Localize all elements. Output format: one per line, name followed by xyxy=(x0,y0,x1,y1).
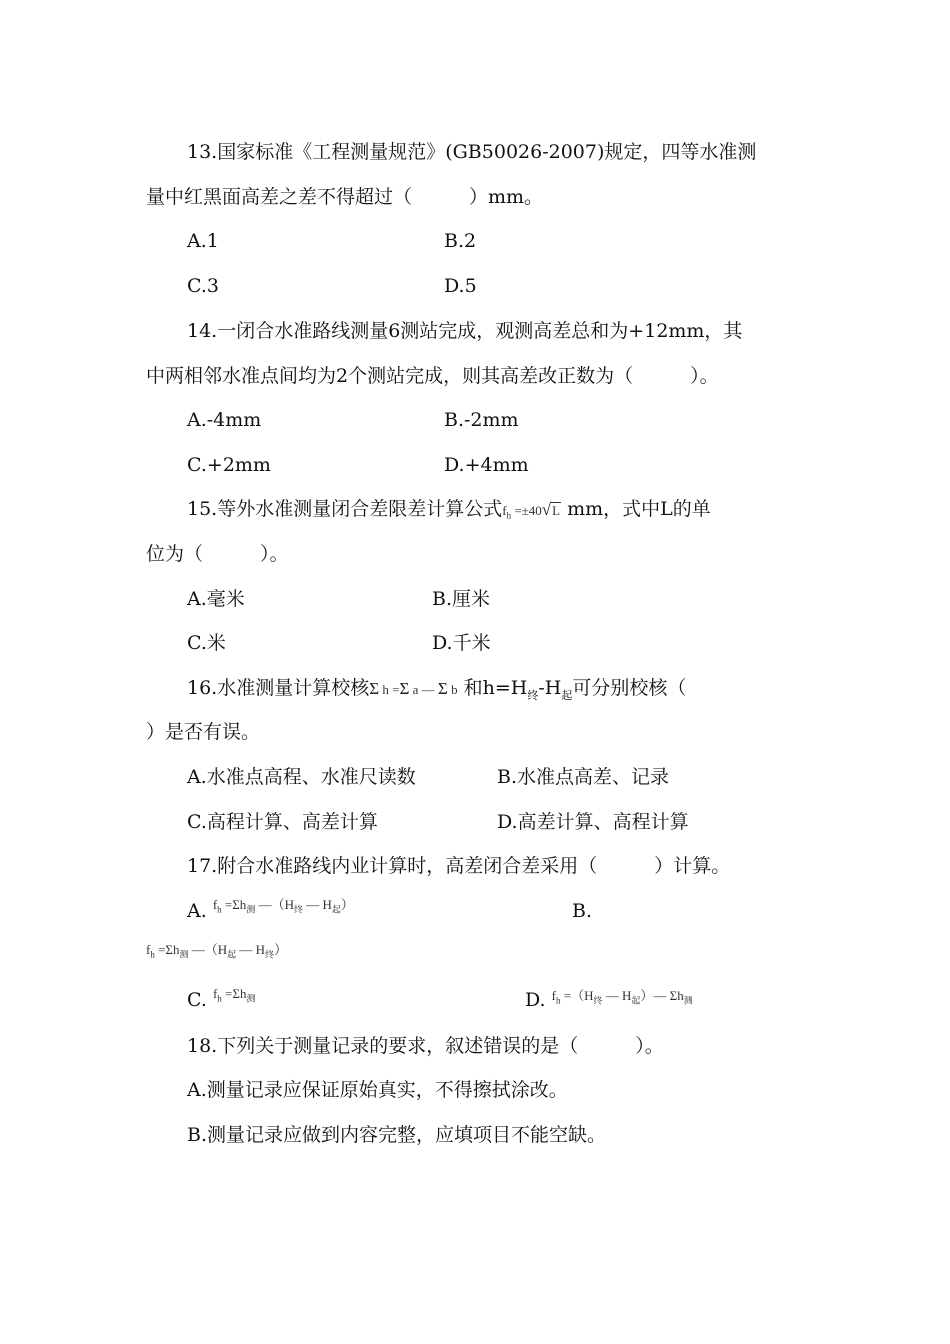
q17-option-c: C. $^{f_h =\Sigma h_测}$ xyxy=(187,986,256,1011)
q18-option-a: A.测量记录应保证原始真实，不得擦拭涂改。 xyxy=(187,1079,568,1101)
q15-option-b: B.厘米 xyxy=(432,588,491,610)
q16-option-c: C.高程计算、高差计算 xyxy=(187,811,378,833)
q17-formula-a: fh =Σh测 —（H终 — H起） xyxy=(212,897,354,915)
q15-option-c: C.米 xyxy=(187,632,226,654)
q14-stem-line1: 14.一闭合水准路线测量6测站完成，观测高差总和为+12mm，其 xyxy=(187,320,743,342)
sqrt-icon: √ xyxy=(541,500,552,519)
q15-stem-post: mm，式中L的单 xyxy=(567,498,711,520)
q13-option-a: A.1 xyxy=(187,230,219,252)
q15-stem-line1 xyxy=(187,497,711,528)
q17-option-b-label: B. xyxy=(572,900,593,922)
q17-formula-d: fh =（H终 — H起）— Σh测 xyxy=(551,988,693,1006)
q15-stem-line2: 位为（ ）。 xyxy=(146,543,289,565)
q16-stem-line2: ）是否有误。 xyxy=(146,721,261,743)
q16-check-formula: Σ h =Σ a — Σ b xyxy=(369,679,458,698)
q17-option-d: D. $^{f_h =(H_终 — H_起)— \Sigma h_测}$ xyxy=(525,988,693,1011)
sigma-icon: Σ xyxy=(369,679,380,698)
q14-option-b: B.-2mm xyxy=(444,409,519,431)
q17-formula-c: fh =Σh测 xyxy=(212,986,256,1004)
q15-option-d: D.千米 xyxy=(432,632,491,654)
q13-option-c: C.3 xyxy=(187,275,219,297)
q16-option-a: A.水准点高程、水准尺读数 xyxy=(187,766,416,788)
q18-option-b: B.测量记录应做到内容完整，应填项目不能空缺。 xyxy=(187,1124,607,1146)
q16-stem-line1: 16.水准测量计算校核Σ h =Σ a — Σ b 和$h=H_终-H_起$可分别校核（ xyxy=(187,677,687,702)
q17-stem: 17.附合水准路线内业计算时，高差闭合差采用（ ）计算。 xyxy=(187,855,731,877)
q16-option-d: D.高差计算、高程计算 xyxy=(497,811,689,833)
q15-limit-formula: $f_h =\pm 40√L$ xyxy=(502,500,561,521)
q14-stem-line2: 中两相邻水准点间均为2个测站完成，则其高差改正数为（ ）。 xyxy=(146,365,719,387)
q15-stem-pre: 15.等外水准测量闭合差限差计算公式 xyxy=(187,498,503,520)
q13-option-d: D.5 xyxy=(444,275,477,297)
q13-stem-line1: 13.国家标准《工程测量规范》(GB50026-2007)规定，四等水准测 xyxy=(187,141,757,163)
q13-stem-line2: 量中红黑面高差之差不得超过（ ）mm。 xyxy=(146,186,544,208)
q18-stem: 18.下列关于测量记录的要求，叙述错误的是（ ）。 xyxy=(187,1035,664,1057)
q17-formula-b: $f_h =\Sigma h_测$ $—(H_起$ — $H_终$） xyxy=(146,942,288,960)
q17-option-a: A. $^{f_h =\Sigma h_测 —(H_终 — H_起)}$ xyxy=(187,897,354,922)
q15-option-a: A.毫米 xyxy=(187,588,245,610)
q14-option-c: C.+2mm xyxy=(187,454,271,476)
q13-option-b: B.2 xyxy=(444,230,477,252)
q14-option-d: D.+4mm xyxy=(444,454,529,476)
q16-option-b: B.水准点高差、记录 xyxy=(497,766,670,788)
q16-stem-pre: 16.水准测量计算校核 xyxy=(187,677,370,699)
q14-option-a: A.-4mm xyxy=(187,409,262,431)
